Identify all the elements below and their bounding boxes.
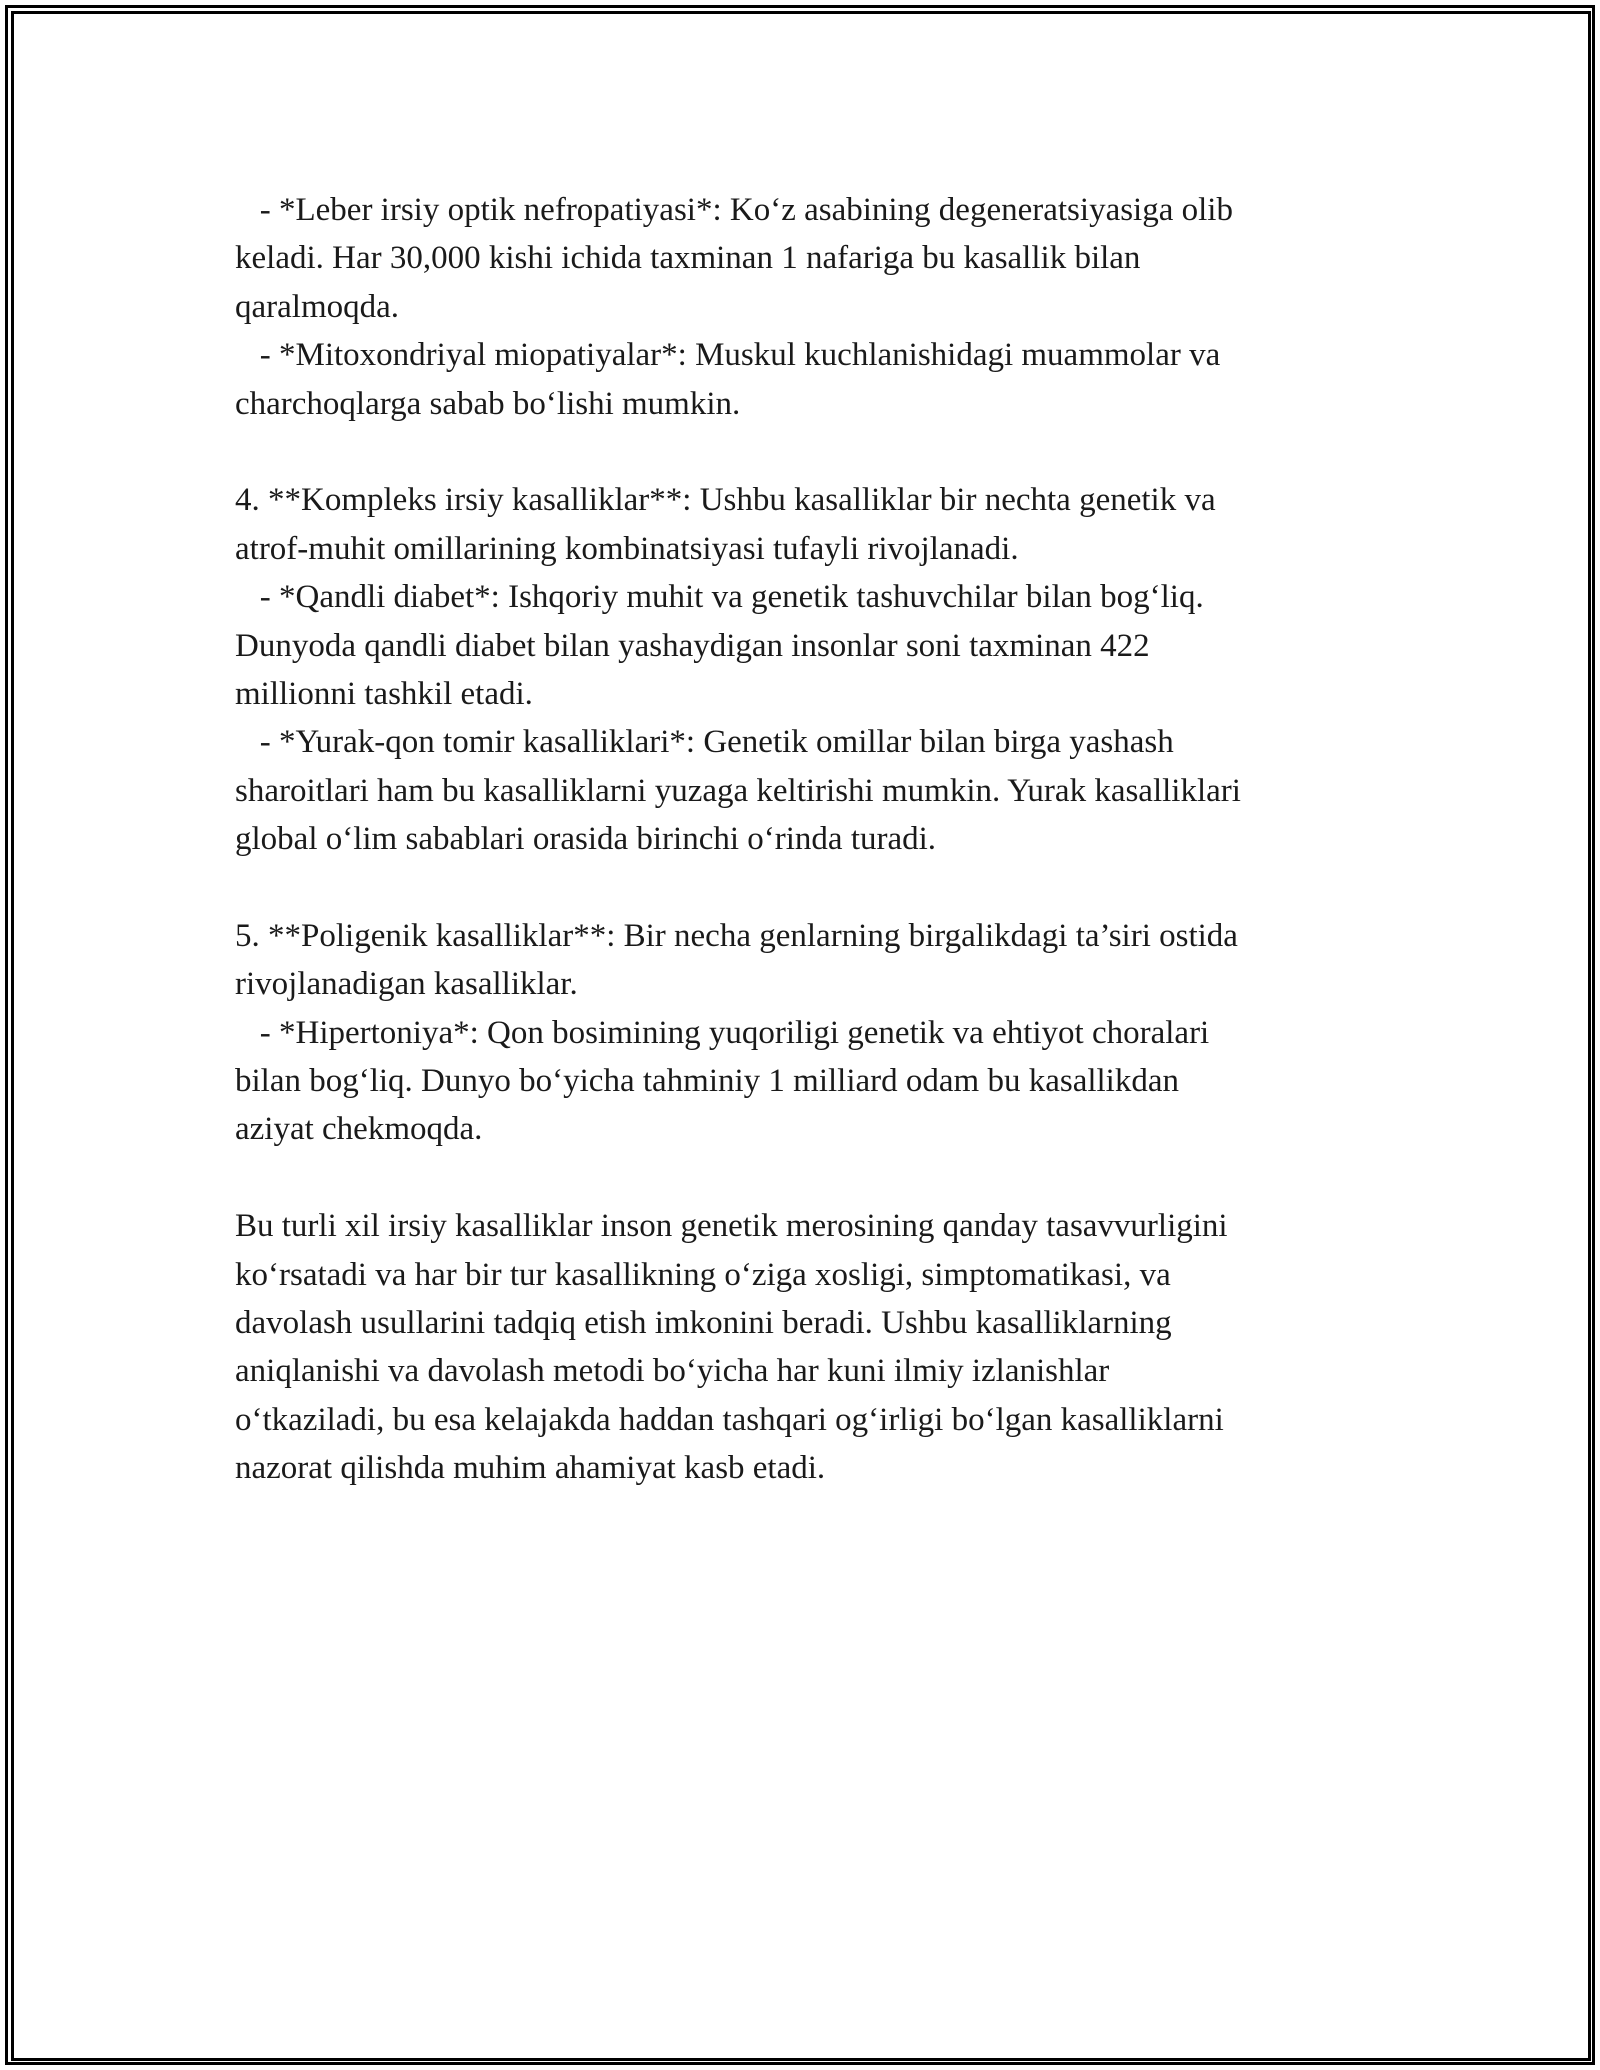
text-line: charchoqlarga sabab bo‘lishi mumkin. [235,385,741,422]
text-line: atrof-muhit omillarining kombinatsiyasi tufayli rivojlanadi. [235,530,1019,567]
paragraph-spacer [235,428,1375,476]
text-line: global o‘lim sabablari orasida birinchi o‘rinda turadi. [235,821,937,858]
paragraph-spacer [235,863,1375,911]
text-line: aniqlanishi va davolash metodi bo‘yicha har kuni ilmiy izlanishlar [235,1353,1110,1390]
text-line: sharoitlari ham bu kasalliklarni yuzaga keltirishi mumkin. Yurak kasalliklari [235,772,1241,809]
text-line: - *Qandli diabet*: Ishqoriy muhit va genetik tashuvchilar bilan bog‘liq. [235,579,1204,616]
text-line: davolash usullarini tadqiq etish imkonini beradi. Ushbu kasalliklarning [235,1304,1172,1341]
text-line: aziyat chekmoqda. [235,1111,483,1148]
paragraph-spacer [235,1154,1375,1202]
text-line: - *Hipertoniya*: Qon bosimining yuqoriligi genetik va ehtiyot choralari [235,1014,1210,1051]
text-line: o‘tkaziladi, bu esa kelajakda haddan tashqari og‘irligi bo‘lgan kasalliklarni [235,1401,1224,1438]
text-line: 5. **Poligenik kasalliklar**: Bir necha genlarning birgalikdagi ta’siri ostida [235,917,1238,954]
text-line: Bu turli xil irsiy kasalliklar inson genetik merosining qanday tasavvurligini [235,1208,1228,1245]
text-line: millionni tashkil etadi. [235,675,533,712]
text-line: 4. **Kompleks irsiy kasalliklar**: Ushbu kasalliklar bir nechta genetik va [235,482,1216,519]
text-line: rivojlanadigan kasalliklar. [235,966,578,1003]
text-line: qaralmoqda. [235,288,400,325]
text-line: keladi. Har 30,000 kishi ichida taxminan 1 nafariga bu kasallik bilan [235,240,1141,277]
text-line: bilan bog‘liq. Dunyo bo‘yicha tahminiy 1 milliard odam bu kasallikdan [235,1063,1179,1100]
document-body [235,186,1375,1493]
text-line: - *Leber irsiy optik nefropatiyasi*: Ko‘z asabining degeneratsiyasiga olib [235,192,1233,228]
text-line: - *Yurak-qon tomir kasalliklari*: Genetik omillar bilan birga yashash [235,724,1174,761]
text-line: ko‘rsatadi va har bir tur kasallikning o‘ziga xosligi, simptomatikasi, va [235,1256,1171,1293]
text-line: Dunyoda qandli diabet bilan yashaydigan insonlar soni taxminan 422 [235,627,1150,664]
text-line: - *Mitoxondriyal miopatiyalar*: Muskul kuchlanishidagi muammolar va [235,337,1221,374]
text-line: nazorat qilishda muhim ahamiyat kasb etadi. [235,1450,826,1487]
